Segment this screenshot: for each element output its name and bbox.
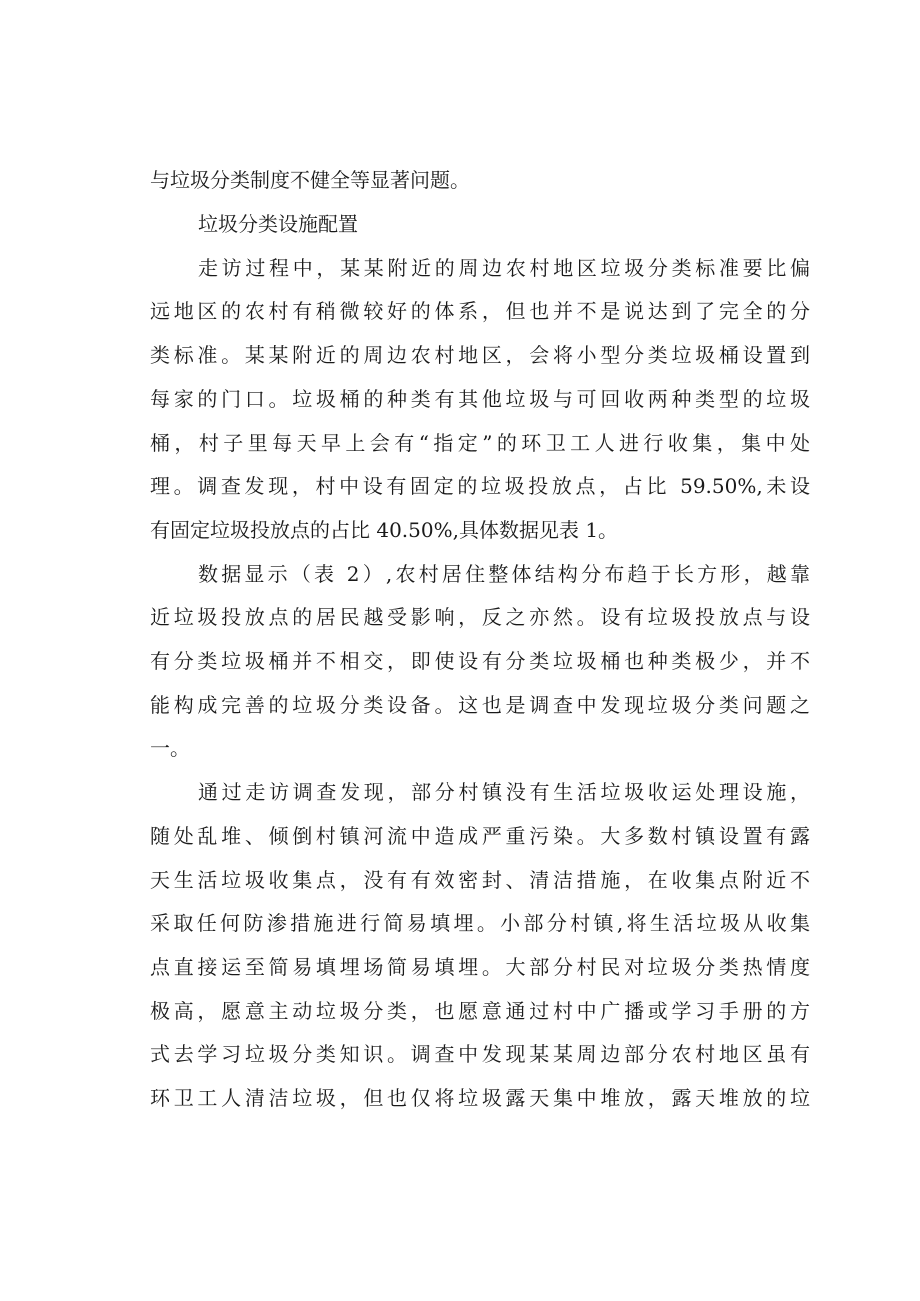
body-text-line: 每家的门口。垃圾桶的种类有其他垃圾与可回收两种类型的垃圾 (150, 387, 810, 411)
body-text-line: 式去学习垃圾分类知识。调查中发现某某周边部分农村地区虽有 (150, 1042, 810, 1066)
body-text-line: 走访过程中，某某附近的周边农村地区垃圾分类标准要比偏 (198, 256, 810, 280)
body-text-line: 理。调查发现，村中设有固定的垃圾投放点，占比 59.50%,未设 (150, 474, 810, 498)
body-text-line: 类标准。某某附近的周边农村地区，会将小型分类垃圾桶设置到 (150, 343, 810, 367)
body-text-line: 环卫工人清洁垃圾，但也仅将垃圾露天集中堆放，露天堆放的垃 (150, 1086, 810, 1110)
body-text-line: 随处乱堆、倾倒村镇河流中造成严重污染。大多数村镇设置有露 (150, 824, 810, 848)
body-text-line: 近垃圾投放点的居民越受影响，反之亦然。设有垃圾投放点与设 (150, 605, 810, 629)
body-text-line: 有固定垃圾投放点的占比 40.50%,具体数据见表 1。 (150, 518, 619, 542)
body-text-line: 通过走访调查发现，部分村镇没有生活垃圾收运处理设施， (198, 780, 810, 804)
section-heading: 垃圾分类设施配置 (198, 212, 358, 236)
body-text-line: 一。 (150, 736, 190, 760)
body-text-line: 远地区的农村有稍微较好的体系，但也并不是说达到了完全的分 (150, 299, 810, 323)
body-text-line: 有分类垃圾桶并不相交，即使设有分类垃圾桶也种类极少，并不 (150, 649, 810, 673)
body-text-line: 点直接运至简易填埋场简易填埋。大部分村民对垃圾分类热情度 (150, 955, 810, 979)
body-text-line: 能构成完善的垃圾分类设备。这也是调查中发现垃圾分类问题之 (150, 693, 810, 717)
body-text-line: 桶，村子里每天早上会有“指定”的环卫工人进行收集，集中处 (150, 431, 810, 455)
body-text-line: 与垃圾分类制度不健全等显著问题。 (150, 168, 470, 192)
body-text-line: 数据显示（表 2）,农村居住整体结构分布趋于长方形，越靠 (198, 562, 810, 586)
body-text-line: 极高，愿意主动垃圾分类，也愿意通过村中广播或学习手册的方 (150, 999, 810, 1023)
body-text-line: 天生活垃圾收集点，没有有效密封、清洁措施，在收集点附近不 (150, 868, 810, 892)
body-text-line: 采取任何防渗措施进行简易填埋。小部分村镇,将生活垃圾从收集 (150, 911, 810, 935)
